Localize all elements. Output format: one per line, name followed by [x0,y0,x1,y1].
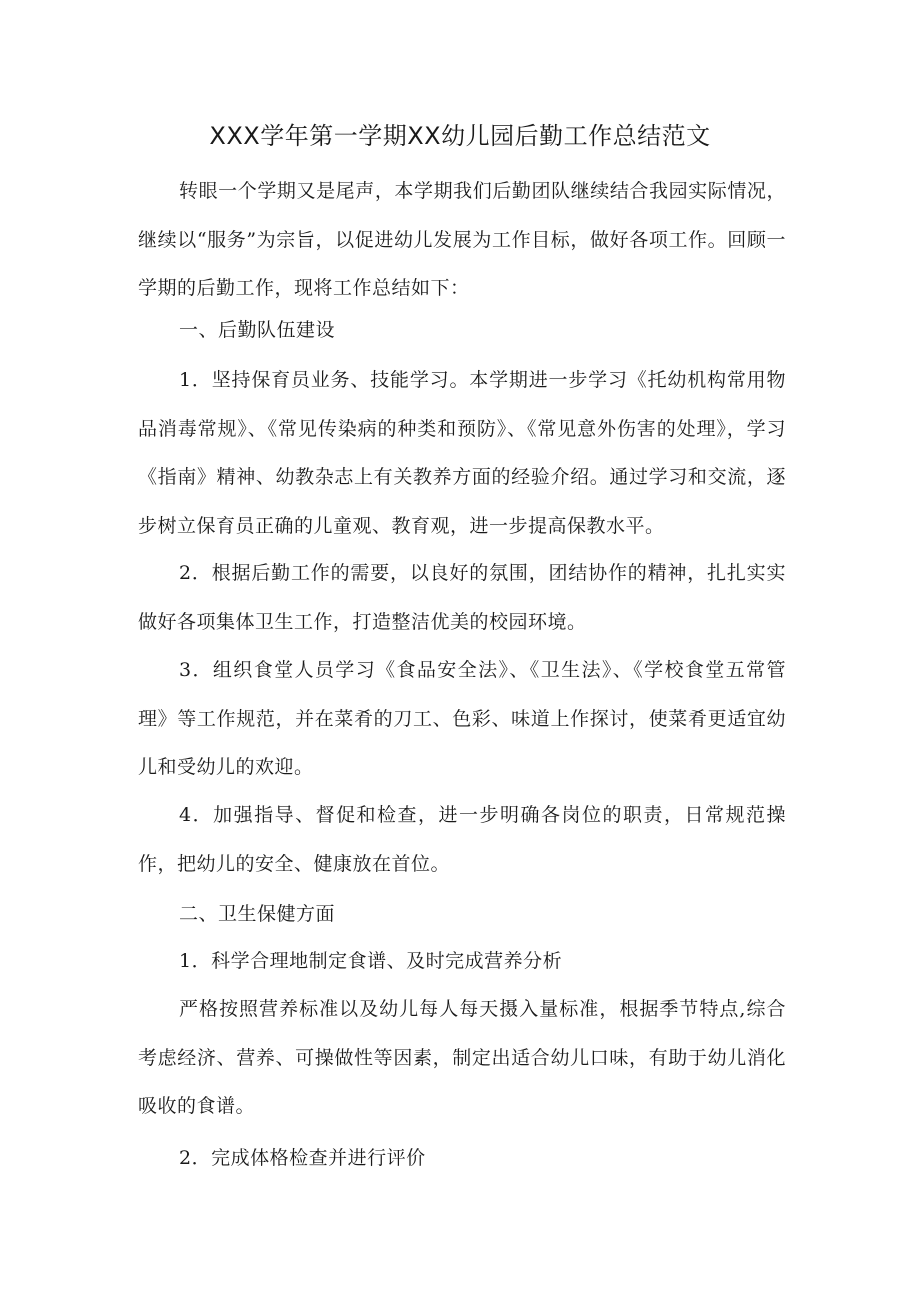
menu-paragraph: 严格按照营养标准以及幼儿每人每天摄入量标准，根据季节特点,综合考虑经济、营养、可操做性等因素，制定出适合幼儿口味，有助于幼儿消化吸收的食谱。 [138,998,786,1117]
list-item: 3．组织食堂人员学习《食品安全法》、《卫生法》、《学校食堂五常管理》等工作规范，并在菜肴的刀工、色彩、味道上作探讨，使菜肴更适宜幼儿和受幼儿的欢迎。 [138,659,786,778]
subheading-physical-exam: 2．完成体格检查并进行评价 [179,1147,426,1169]
list-item: 1．坚持保育员业务、技能学习。本学期进一步学习《托幼机构常用物品消毒常规》、《常见传染病的种类和预防》、《常见意外伤害的处理》，学习《指南》精神、幼教杂志上有关教养方面的经验介绍。通过学习和交流，逐步树立保育员正确的儿童观、教育观，进一步提高保教水平。 [138,369,786,537]
intro-paragraph: 转眼一个学期又是尾声，本学期我们后勤团队继续结合我园实际情况，继续以“服务”为宗旨，以促进幼儿发展为工作目标，做好各项工作。回顾一学期的后勤工作，现将工作总结如下： [138,180,786,299]
list-item: 4．加强指导、督促和检查，进一步明确各岗位的职责，日常规范操作，把幼儿的安全、健康放在首位。 [138,804,786,875]
subheading-menu: 1．科学合理地制定食谱、及时完成营养分析 [179,950,563,972]
section-heading-health: 二、卫生保健方面 [179,903,336,925]
list-item: 2．根据后勤工作的需要，以良好的氛围，团结协作的精神，扎扎实实做好各项集体卫生工作，打造整洁优美的校园环境。 [138,562,786,633]
section-heading-team: 一、后勤队伍建设 [179,319,336,341]
document-title: XXX学年第一学期XX幼儿园后勤工作总结范文 [209,122,711,150]
